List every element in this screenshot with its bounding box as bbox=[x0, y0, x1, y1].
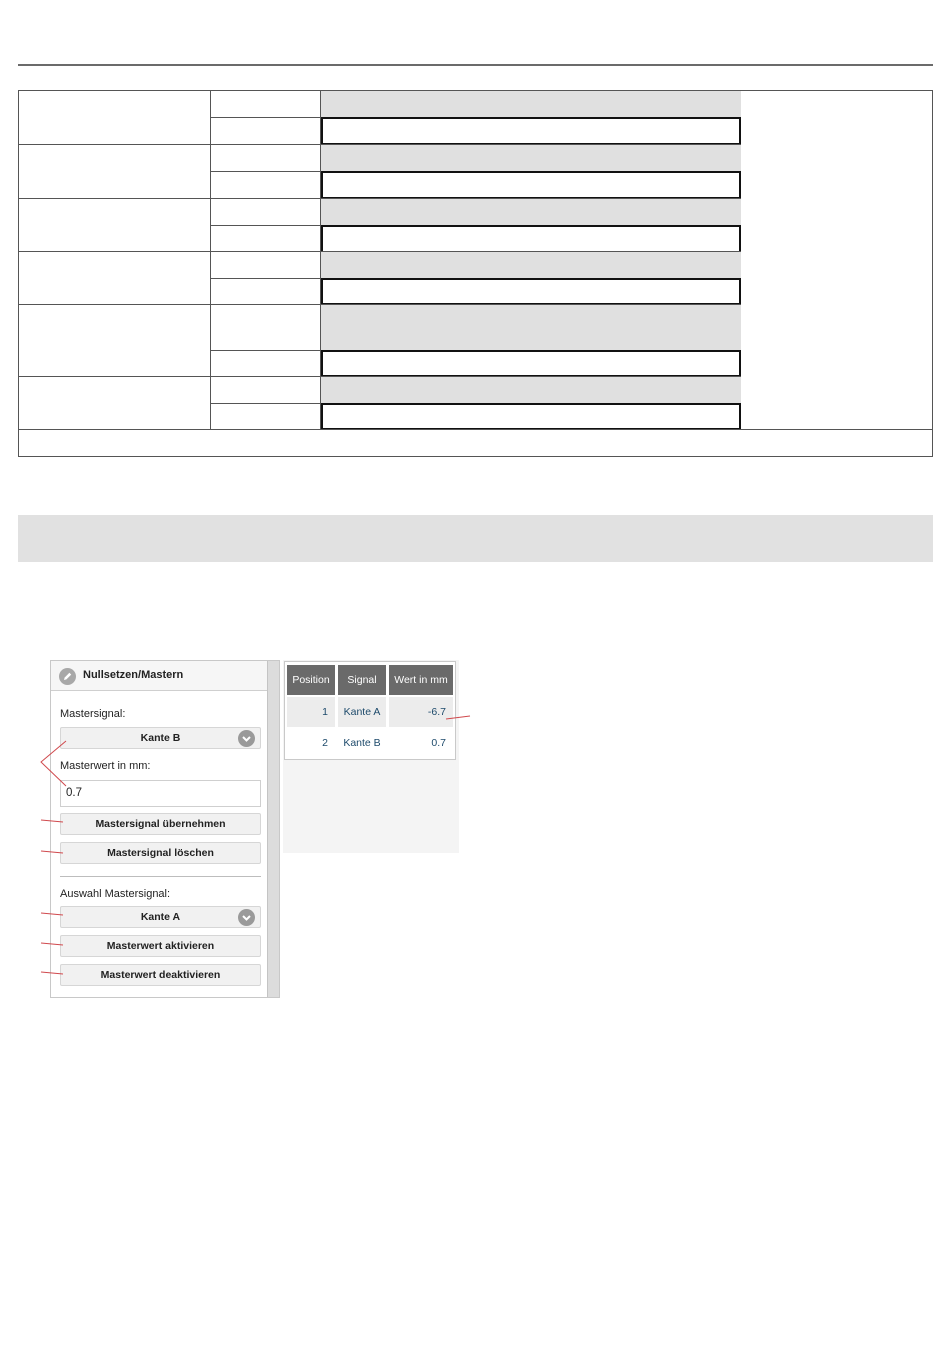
delete-master-signal-button[interactable]: Mastersignal löschen bbox=[60, 842, 261, 864]
cell-value: -6.7 bbox=[389, 697, 453, 727]
master-signal-label: Mastersignal: bbox=[60, 708, 126, 720]
column-header-value: Wert in mm bbox=[389, 665, 453, 695]
deactivate-master-value-button[interactable]: Masterwert deaktivieren bbox=[60, 964, 261, 986]
master-value-label: Masterwert in mm: bbox=[60, 760, 151, 772]
callout-line bbox=[41, 913, 63, 915]
cell-value: 0.7 bbox=[431, 737, 446, 749]
callout-line bbox=[41, 943, 63, 945]
callout-line bbox=[41, 741, 66, 786]
panel-title: Nullsetzen/Mastern bbox=[83, 669, 184, 681]
master-signal-value: Kante B bbox=[140, 732, 181, 744]
master-value-input[interactable]: 0.7 bbox=[60, 780, 261, 807]
select-master-signal-value: Kante A bbox=[140, 911, 181, 923]
cell-signal: Kante A bbox=[338, 697, 386, 727]
cell-signal: Kante B bbox=[343, 737, 381, 749]
callout-line bbox=[41, 972, 63, 974]
column-header-signal: Signal bbox=[338, 665, 386, 695]
apply-master-signal-button[interactable]: Mastersignal übernehmen bbox=[60, 813, 261, 835]
cell-position: 2 bbox=[322, 737, 328, 749]
callout-line bbox=[41, 851, 63, 853]
cell-position: 1 bbox=[287, 697, 335, 727]
column-header-position: Position bbox=[287, 665, 335, 695]
callout-line bbox=[41, 820, 63, 822]
callout-line bbox=[446, 716, 470, 719]
select-master-signal-label: Auswahl Mastersignal: bbox=[60, 888, 171, 900]
activate-master-value-button[interactable]: Masterwert aktivieren bbox=[60, 935, 261, 957]
